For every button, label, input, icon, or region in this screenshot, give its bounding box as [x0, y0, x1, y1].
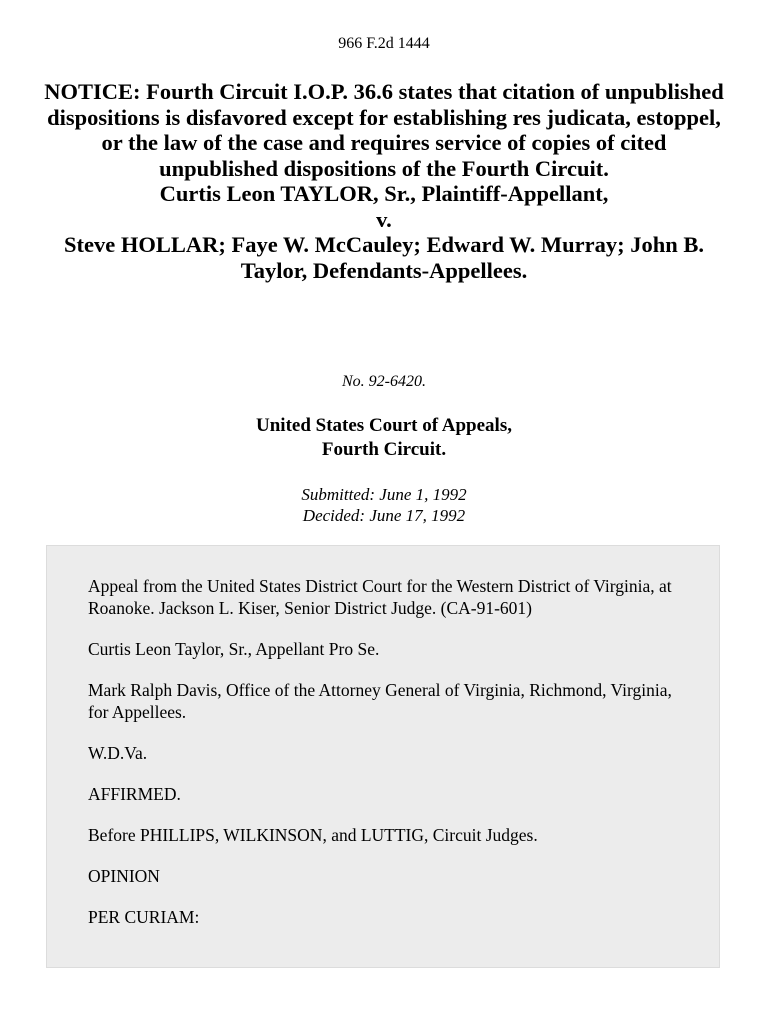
case-dates [0, 484, 768, 526]
judges-panel: Before PHILLIPS, WILKINSON, and LUTTIG, Circuit Judges. [88, 825, 538, 845]
appeal-from-paragraph: Appeal from the United States District Court for the Western District of Virginia, at Roanoke. Jackson L. Kiser, Senior District Judge. (CA-91-601) [88, 576, 672, 618]
disposition: AFFIRMED. [88, 784, 181, 804]
court-name-line-2: Fourth Circuit. [321, 439, 447, 460]
appellant-counsel: Curtis Leon Taylor, Sr., Appellant Pro Se. [88, 639, 380, 659]
docket-number: No. 92-6420. [342, 373, 426, 390]
court-name-line-1: United States Court of Appeals, [256, 415, 512, 436]
court-name [0, 414, 768, 462]
decided-date: Decided: June 17, 1992 [302, 506, 466, 525]
opinion-heading: OPINION [88, 866, 160, 886]
plaintiff-line: Curtis Leon TAYLOR, Sr., Plaintiff-Appellant, [159, 181, 609, 206]
per-curiam-heading: PER CURIAM: [88, 907, 200, 927]
district-abbreviation: W.D.Va. [88, 743, 148, 763]
defendants-line-1: Steve HOLLAR; Faye W. McCauley; Edward W. Murray; John B. [63, 232, 704, 257]
submitted-date: Submitted: June 1, 1992 [301, 485, 467, 504]
appellee-counsel: Mark Ralph Davis, Office of the Attorney General of Virginia, Richmond, Virginia, for Appellees. [88, 680, 672, 722]
case-summary-panel [46, 545, 720, 968]
versus-line: v. [376, 206, 392, 232]
case-caption [40, 79, 728, 283]
case-citation: 966 F.2d 1444 [338, 35, 430, 52]
notice-text: NOTICE: Fourth Circuit I.O.P. 36.6 states that citation of unpublished dispositions is disfavored except for establishing res judicata, estoppel, or the law of the case and requires service of copies of cited unpublished dispositions of the Fourth Circuit. [44, 79, 724, 181]
defendants-line-2: Taylor, Defendants-Appellees. [240, 257, 528, 283]
